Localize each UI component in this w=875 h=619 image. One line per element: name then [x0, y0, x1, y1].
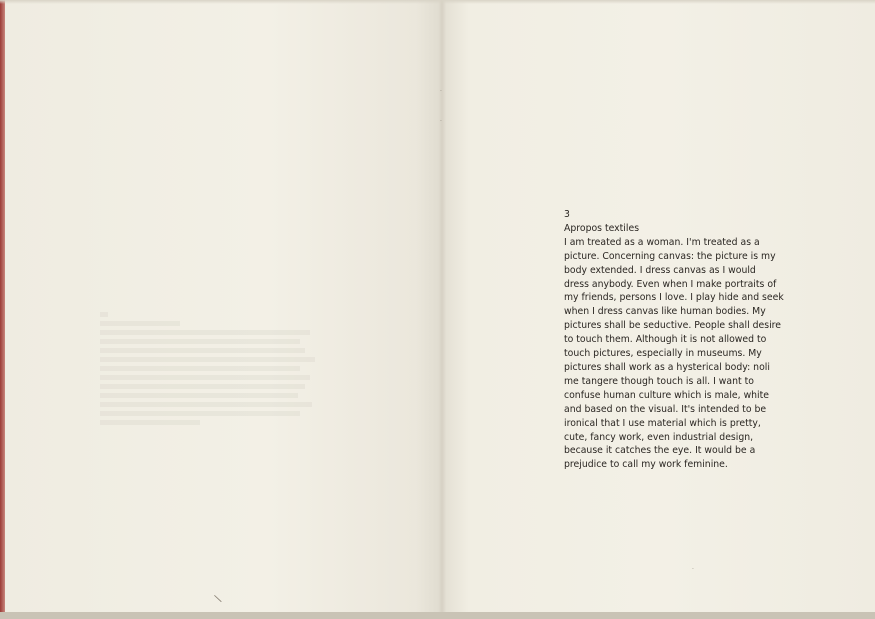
section-title: Apropos textiles [564, 222, 640, 234]
show-through-line [100, 339, 300, 344]
body-line: because it catches the eye. It would be a [564, 445, 756, 457]
paper-speck: · [440, 118, 442, 125]
body-line: my friends, persons I love. I play hide and seek [564, 292, 784, 304]
body-line: me tangere though touch is all. I want to [564, 375, 754, 387]
show-through-line [100, 330, 310, 335]
paper-speck: \ [212, 591, 223, 606]
show-through-text [100, 308, 320, 429]
show-through-line [100, 357, 315, 362]
body-line: pictures shall work as a hysterical body: noli [564, 361, 770, 373]
show-through-line [100, 411, 300, 416]
show-through-line [100, 402, 312, 407]
show-through-line [100, 375, 310, 380]
body-line: prejudice to call my work feminine. [564, 459, 728, 471]
body-line: body extended. I dress canvas as I would [564, 264, 756, 276]
show-through-line [100, 321, 180, 326]
show-through-line [100, 348, 305, 353]
body-line: touch pictures, especially in museums. My [564, 348, 762, 360]
show-through-line [100, 384, 305, 389]
body-line: dress anybody. Even when I make portraits of [564, 278, 777, 290]
body-line: cute, fancy work, even industrial design, [564, 431, 754, 443]
paper-speck: · [692, 566, 694, 573]
show-through-line [100, 420, 200, 425]
show-through-line [100, 312, 108, 317]
body-line: pictures shall be seductive. People shall desire [564, 320, 782, 332]
body-line: I am treated as a woman. I'm treated as a [564, 236, 760, 248]
text-block [564, 208, 800, 472]
body-line: ironical that I use material which is pretty, [564, 417, 761, 429]
left-page [5, 0, 442, 612]
body-line: picture. Concerning canvas: the picture is my [564, 250, 776, 262]
show-through-line [100, 366, 300, 371]
show-through-line [100, 393, 298, 398]
body-line: to touch them. Although it is not allowed to [564, 334, 767, 346]
top-edge-shadow [0, 0, 875, 4]
section-number: 3 [564, 209, 570, 220]
paper-speck: · [440, 88, 442, 95]
body-line: when I dress canvas like human bodies. My [564, 306, 766, 318]
body-line: and based on the visual. It's intended to be [564, 403, 767, 415]
bottom-edge-shadow [0, 612, 875, 619]
body-line: confuse human culture which is male, white [564, 389, 770, 401]
